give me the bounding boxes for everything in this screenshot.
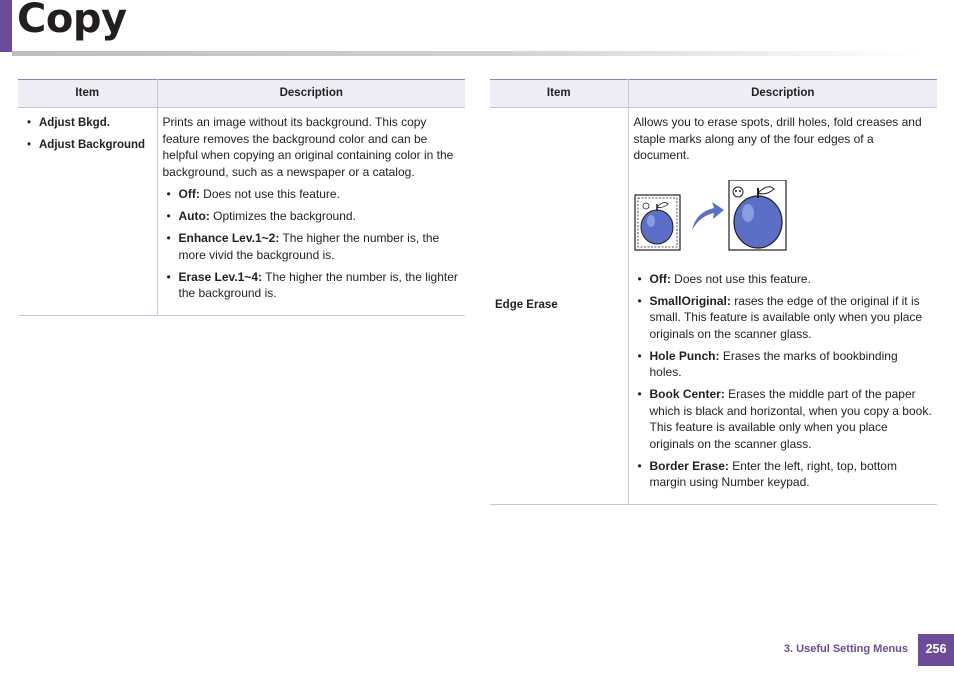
option-label: Book Center: — [649, 387, 725, 401]
option-label: SmallOriginal: — [649, 293, 731, 308]
option-text: Erases the middle part of the paper which is black and horizontal, when you copy a book. This feature is available only when you place originals on the scanner glass. — [649, 387, 932, 451]
option-text: Erases the marks of bookbinding holes. — [649, 348, 898, 379]
option-list — [634, 271, 933, 491]
option-erase-level — [163, 269, 461, 302]
item-cell — [18, 108, 157, 316]
header-item: Item — [490, 80, 628, 108]
adjust-background-table — [18, 79, 465, 316]
option-label: Enhance Lev.1~2: — [178, 231, 280, 245]
option-list — [163, 186, 461, 302]
option-book-center — [634, 386, 933, 452]
option-hole-punch — [634, 348, 933, 381]
table-header-row — [490, 80, 937, 108]
table-row — [490, 108, 937, 505]
option-label: Off: — [649, 271, 671, 286]
table-row — [18, 108, 465, 316]
option-label: Auto: — [178, 209, 210, 223]
option-border-erase — [634, 458, 933, 491]
header-item: Item — [18, 80, 157, 108]
option-enhance-level — [163, 230, 461, 263]
description-intro: Allows you to erase spots, drill holes, fold creases and staple marks along any of the four edges of a document. — [633, 115, 922, 162]
edge-erase-table — [490, 79, 937, 505]
title-accent-bar — [0, 0, 12, 52]
option-off — [634, 271, 933, 288]
title-rule — [12, 51, 917, 56]
footer-section-label: 3. Useful Setting Menus — [783, 643, 908, 655]
item-adjust-bkgd: • Adjust Bkgd. — [23, 115, 152, 132]
option-small-original — [634, 293, 933, 343]
illustration-svg — [634, 180, 794, 256]
option-text: Optimizes the background. — [209, 209, 356, 223]
item-edge-erase: Edge Erase — [490, 108, 628, 505]
option-text: Does not use this feature. — [670, 271, 811, 286]
header-description: Description — [157, 80, 465, 108]
option-label: Off: — [178, 187, 200, 201]
option-text: rases the edge of the original if it is small. This feature is available only when you place originals on the scanner glass. — [649, 293, 923, 341]
table-header-row — [18, 80, 465, 108]
description-cell — [628, 108, 937, 505]
item-list — [23, 114, 152, 153]
option-off — [163, 186, 461, 203]
option-text: Does not use this feature. — [199, 187, 340, 201]
curved-arrow-icon — [692, 202, 724, 230]
option-text: The higher the number is, the lighter the background is. — [178, 269, 458, 300]
small-original-apple-icon — [635, 195, 680, 250]
option-text: The higher the number is, the more vivid the background is. — [178, 231, 440, 262]
option-text: Enter the left, right, top, bottom margin using Number keypad. — [649, 458, 897, 489]
apple-edge-erase-illustration — [634, 180, 933, 265]
option-label: Border Erase: — [649, 458, 729, 473]
description-cell — [157, 108, 465, 316]
option-label: Hole Punch: — [649, 348, 720, 363]
item-adjust-background: • Adjust Background — [23, 137, 152, 154]
option-label: Erase Lev.1~4: — [178, 269, 263, 284]
page-number-badge: 256 — [918, 634, 954, 666]
page-title: Copy — [17, 0, 127, 42]
header-description: Description — [628, 80, 937, 108]
option-auto — [163, 208, 461, 225]
description-intro: Prints an image without its background. This copy feature removes the background color and can be helpful when copying an original containing color in the background, such as a newspaper or a catalog. — [162, 115, 454, 179]
result-apple-icon — [729, 180, 786, 250]
